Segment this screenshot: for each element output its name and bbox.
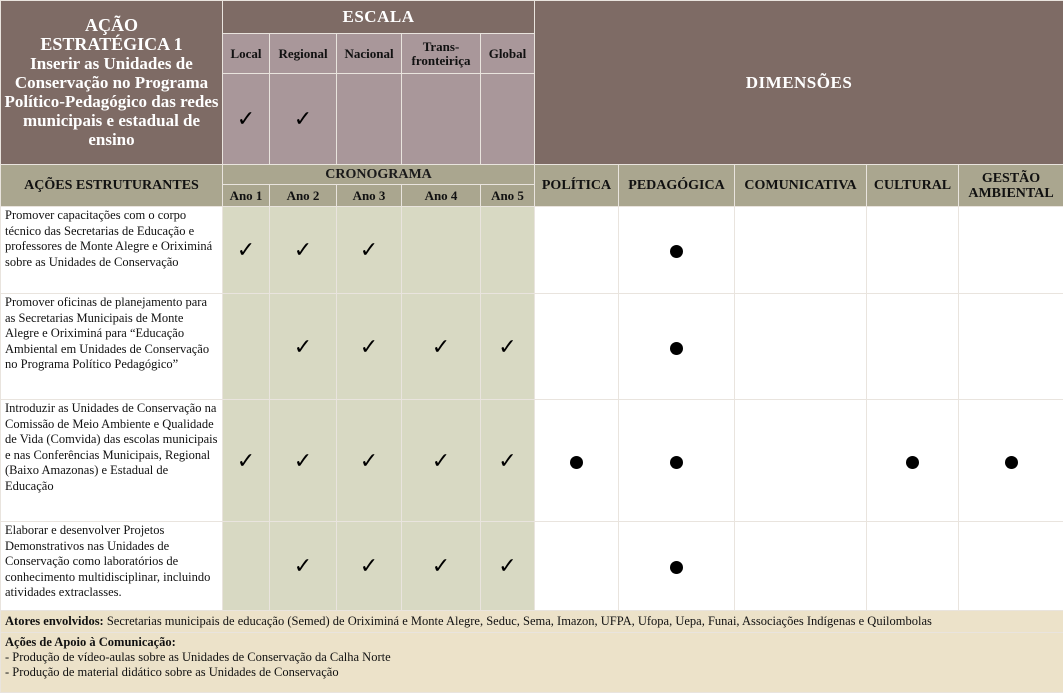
atores-envolvidos xyxy=(1,611,1063,633)
dim-cell xyxy=(535,522,619,611)
dim-cell xyxy=(735,400,867,522)
atores-label: Atores envolvidos: xyxy=(5,614,104,628)
dim-cell xyxy=(619,207,735,294)
year-cell xyxy=(270,400,337,522)
dimension-header-comunicativa: COMUNICATIVA xyxy=(735,165,867,207)
action-text: Promover capacitações com o corpo técnico das Secretarias de Educação e professores de Monte Alegre e Oriximiná sobre as Unidades de Conservação xyxy=(1,207,223,294)
dimension-header-pedagogica: PEDAGÓGICA xyxy=(619,165,735,207)
bullet-dot-icon xyxy=(670,456,683,469)
scale-label-transfronteirica: Trans-fronteiriça xyxy=(402,34,481,74)
dim-cell xyxy=(619,400,735,522)
table-row xyxy=(1,400,1063,522)
scale-cell xyxy=(481,74,535,165)
dimension-header-gestao-ambiental: GESTÃO AMBIENTAL xyxy=(959,165,1063,207)
checkmark-icon: ✓ xyxy=(294,106,312,131)
year-cell xyxy=(337,400,402,522)
dim-cell xyxy=(959,294,1063,400)
title-line-1: AÇÃO xyxy=(1,16,222,35)
checkmark-icon: ✓ xyxy=(432,334,450,359)
checkmark-icon: ✓ xyxy=(360,237,378,262)
table-row xyxy=(1,207,1063,294)
year-cell xyxy=(270,522,337,611)
year-cell xyxy=(270,294,337,400)
year-cell xyxy=(402,522,481,611)
scale-label-regional: Regional xyxy=(270,34,337,74)
action-text: Promover oficinas de planejamento para as Secretarias Municipais de Monte Alegre e Oriximiná para “Educação Ambiental em Unidades de Conservação no Programa Político Pedagógico” xyxy=(1,294,223,400)
dim-cell xyxy=(735,522,867,611)
year-cell xyxy=(481,207,535,294)
year-cell xyxy=(402,400,481,522)
dimension-header-politica: POLÍTICA xyxy=(535,165,619,207)
year-cell xyxy=(481,522,535,611)
checkmark-icon: ✓ xyxy=(432,448,450,473)
scale-cell xyxy=(270,74,337,165)
year-cell xyxy=(337,207,402,294)
year-cell xyxy=(402,294,481,400)
year-header-1: Ano 1 xyxy=(223,185,270,207)
action-text: Elaborar e desenvolver Projetos Demonstrativos nas Unidades de Conservação como laboratórios de conhecimento multidisciplinar, incluindo atividades extraclasses. xyxy=(1,522,223,611)
acoes-estruturantes-header: AÇÕES ESTRUTURANTES xyxy=(1,165,223,207)
action-text: Introduzir as Unidades de Conservação na Comissão de Meio Ambiente e Qualidade de Vida (Comvida) das escolas municipais e nas Conferências Municipais, Regional (Baixo Amazonas) e Estadual de Educação xyxy=(1,400,223,522)
checkmark-icon: ✓ xyxy=(360,553,378,578)
cronograma-header: CRONOGRAMA xyxy=(223,165,535,185)
year-header-4: Ano 4 xyxy=(402,185,481,207)
year-header-2: Ano 2 xyxy=(270,185,337,207)
checkmark-icon: ✓ xyxy=(294,334,312,359)
scale-label-global: Global xyxy=(481,34,535,74)
year-cell xyxy=(223,522,270,611)
checkmark-icon: ✓ xyxy=(237,237,255,262)
dim-cell xyxy=(619,522,735,611)
dim-cell xyxy=(959,522,1063,611)
apoio-item-2: - Produção de material didático sobre as Unidades de Conservação xyxy=(5,665,1059,680)
scale-label-nacional: Nacional xyxy=(337,34,402,74)
table-row xyxy=(1,294,1063,400)
title-line-2: ESTRATÉGICA 1 xyxy=(1,35,222,54)
checkmark-icon: ✓ xyxy=(237,448,255,473)
dim-cell xyxy=(867,207,959,294)
year-cell xyxy=(223,294,270,400)
dim-cell xyxy=(735,294,867,400)
scale-cell xyxy=(337,74,402,165)
dimension-header-cultural: CULTURAL xyxy=(867,165,959,207)
dim-cell xyxy=(535,207,619,294)
dimensoes-header: DIMENSÕES xyxy=(535,1,1063,165)
dim-cell xyxy=(735,207,867,294)
bullet-dot-icon xyxy=(570,456,583,469)
year-cell xyxy=(337,294,402,400)
year-cell xyxy=(402,207,481,294)
bullet-dot-icon xyxy=(1005,456,1018,469)
dim-cell xyxy=(959,400,1063,522)
apoio-label: Ações de Apoio à Comunicação: xyxy=(5,635,176,649)
dim-cell xyxy=(867,400,959,522)
dim-cell xyxy=(619,294,735,400)
checkmark-icon: ✓ xyxy=(432,553,450,578)
year-cell xyxy=(270,207,337,294)
checkmark-icon: ✓ xyxy=(498,448,516,473)
year-cell xyxy=(481,294,535,400)
scale-label-local: Local xyxy=(223,34,270,74)
checkmark-icon: ✓ xyxy=(498,334,516,359)
dim-cell xyxy=(867,522,959,611)
escala-header: ESCALA xyxy=(223,1,535,34)
checkmark-icon: ✓ xyxy=(294,448,312,473)
checkmark-icon: ✓ xyxy=(360,334,378,359)
checkmark-icon: ✓ xyxy=(360,448,378,473)
bullet-dot-icon xyxy=(906,456,919,469)
apoio-item-1: - Produção de vídeo-aulas sobre as Unidades de Conservação da Calha Norte xyxy=(5,650,1059,665)
checkmark-icon: ✓ xyxy=(498,553,516,578)
year-header-5: Ano 5 xyxy=(481,185,535,207)
scale-cell xyxy=(402,74,481,165)
bullet-dot-icon xyxy=(670,245,683,258)
checkmark-icon: ✓ xyxy=(294,553,312,578)
dim-cell xyxy=(867,294,959,400)
year-cell xyxy=(337,522,402,611)
bullet-dot-icon xyxy=(670,561,683,574)
year-cell xyxy=(223,207,270,294)
atores-text: Secretarias municipais de educação (Semed) de Oriximiná e Monte Alegre, Seduc, Sema, Imazon, UFPA, Ufopa, Uepa, Funai, Associações Indígenas e Quilombolas xyxy=(104,614,932,628)
dim-cell xyxy=(535,294,619,400)
table-row xyxy=(1,522,1063,611)
checkmark-icon: ✓ xyxy=(237,106,255,131)
strategic-action-title xyxy=(1,1,223,165)
bullet-dot-icon xyxy=(670,342,683,355)
scale-cell xyxy=(223,74,270,165)
checkmark-icon: ✓ xyxy=(294,237,312,262)
year-cell xyxy=(481,400,535,522)
acoes-apoio-comunicacao xyxy=(1,633,1063,693)
year-header-3: Ano 3 xyxy=(337,185,402,207)
year-cell xyxy=(223,400,270,522)
title-body: Inserir as Unidades de Conservação no Programa Político-Pedagógico das redes municipais e estadual de ensino xyxy=(1,54,222,149)
dim-cell xyxy=(535,400,619,522)
dim-cell xyxy=(959,207,1063,294)
